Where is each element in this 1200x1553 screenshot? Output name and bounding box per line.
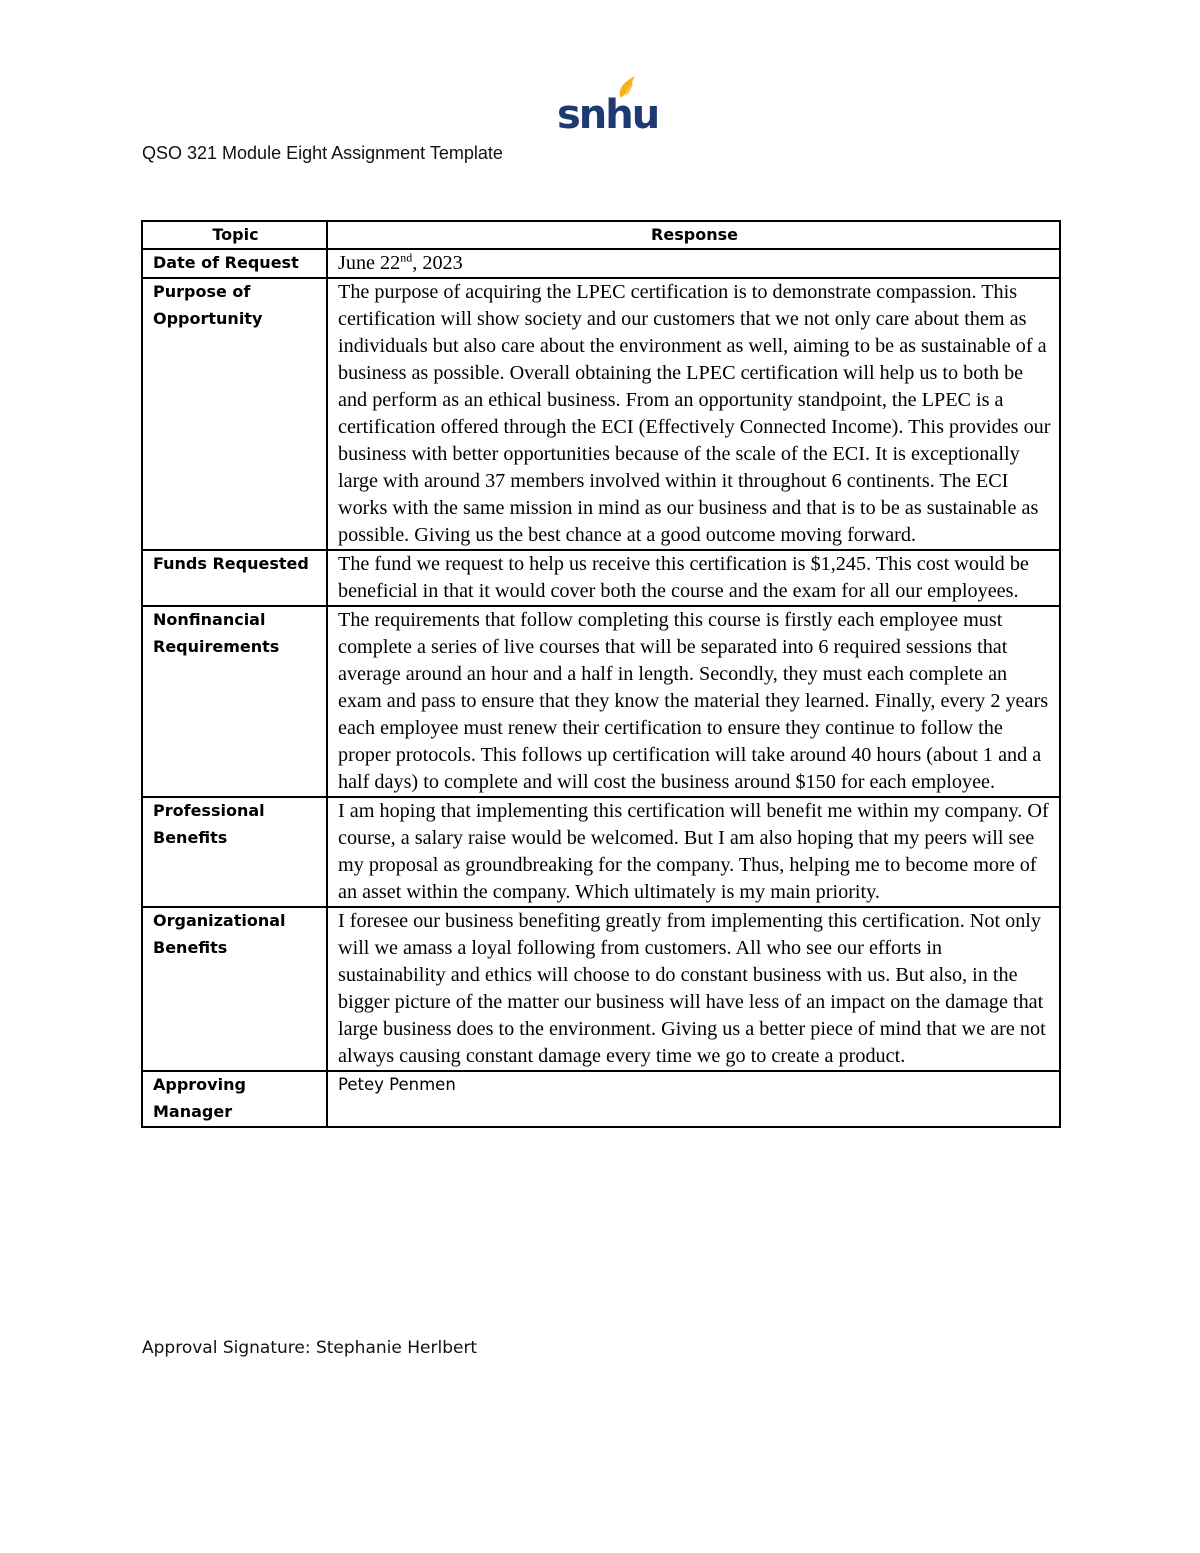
topic-cell: Nonfinancial Requirements	[142, 606, 327, 797]
table-row-professional	[142, 797, 1060, 907]
response-cell: The fund we request to help us receive this certification is $1,245. This cost would be beneficial in that it would cover both the course and the exam for all our employees.	[327, 550, 1060, 606]
header-topic: Topic	[142, 221, 327, 249]
response-cell: I foresee our business benefiting greatly from implementing this certification. Not only will we amass a loyal following from customers. All who see our efforts in sustainability and ethics will choose to do constant business with us. But also, in the bigger picture of the matter our business will have less of an impact on the damage that large business does to the environment. Giving us a better piece of mind that we are not always causing constant damage every time we go to create a product.	[327, 907, 1060, 1071]
assignment-table	[141, 220, 1061, 1128]
table-row-purpose	[142, 278, 1060, 550]
snhu-logo	[555, 72, 659, 138]
date-suffix: nd	[400, 250, 413, 265]
response-cell: The requirements that follow completing this course is firstly each employee must complete a series of live courses that will be separated into 6 required sessions that average around an hour and a half in length. Secondly, they must each complete an exam and pass to ensure that they know the material they learned. Finally, every 2 years each employee must renew their certification to ensure they continue to follow the proper protocols. This follows up certification will take around 40 hours (about 1 and a half days) to complete and will cost the business around $150 for each employee.	[327, 606, 1060, 797]
topic-cell: Purpose of Opportunity	[142, 278, 327, 550]
table-header-row	[142, 221, 1060, 249]
topic-cell: Professional Benefits	[142, 797, 327, 907]
topic-cell: Date of Request	[142, 249, 327, 278]
logo-text: snhu	[557, 92, 659, 138]
topic-cell: Funds Requested	[142, 550, 327, 606]
response-cell-date	[327, 249, 1060, 278]
date-main: June 22	[338, 252, 401, 274]
date-year: , 2023	[412, 252, 463, 274]
document-title: QSO 321 Module Eight Assignment Template	[142, 143, 503, 163]
snhu-logo-graphic	[555, 72, 659, 138]
topic-cell: Approving Manager	[142, 1071, 327, 1127]
table-row-date	[142, 249, 1060, 278]
table-row-nonfinancial	[142, 606, 1060, 797]
approval-signature: Approval Signature: Stephanie Herlbert	[142, 1338, 478, 1358]
table-row-approving	[142, 1071, 1060, 1127]
table-row-organizational	[142, 907, 1060, 1071]
response-cell: The purpose of acquiring the LPEC certification is to demonstrate compassion. This certification will show society and our customers that we not only care about them as individuals but also care about the environment as well, aiming to be as sustainable of a business as possible. Overall obtaining the LPEC certification will help us to both be and perform as an ethical business. From an opportunity standpoint, the LPEC is a certification offered through the ECI (Effectively Connected Income). This provides our business with better opportunities because of the scale of the ECI. It is exceptionally large with around 37 members involved within it throughout 6 continents. The ECI works with the same mission in mind as our business and that is to be as sustainable as possible. Giving us the best chance at a good outcome moving forward.	[327, 278, 1060, 550]
table-row-funds	[142, 550, 1060, 606]
topic-cell: Organizational Benefits	[142, 907, 327, 1071]
header-response: Response	[327, 221, 1060, 249]
response-cell-manager: Petey Penmen	[327, 1071, 1060, 1127]
response-cell: I am hoping that implementing this certification will benefit me within my company. Of course, a salary raise would be welcomed. But I am also hoping that my peers will see my proposal as groundbreaking for the company. Thus, helping me to become more of an asset within the company. Which ultimately is my main priority.	[327, 797, 1060, 907]
